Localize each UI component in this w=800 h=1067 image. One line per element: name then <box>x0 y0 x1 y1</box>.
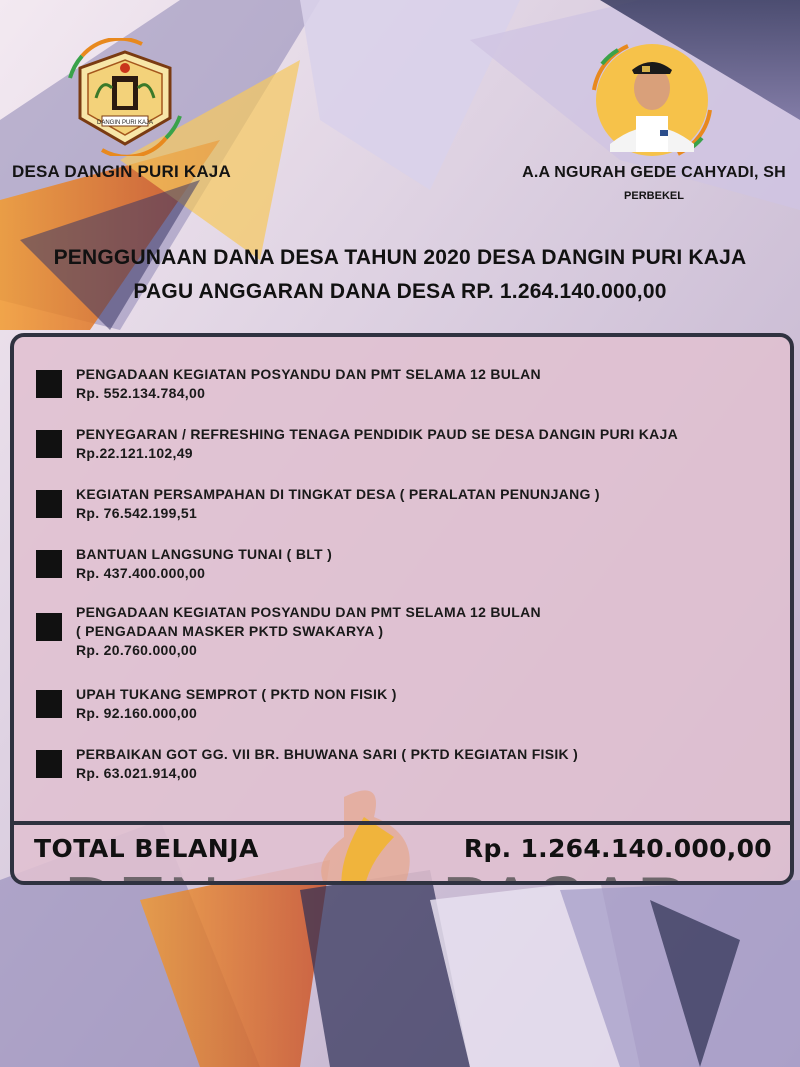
official-title: PERBEKEL <box>624 190 684 202</box>
watermark-word-right <box>442 863 691 885</box>
item-description: BANTUAN LANGSUNG TUNAI ( BLT ) <box>76 546 333 562</box>
item-description: PENGADAAN KEGIATAN POSYANDU DAN PMT SELAMA 12 BULAN <box>76 366 541 382</box>
watermark-crescent <box>341 817 394 885</box>
logo-inscription: DANGIN PURI KAJA <box>96 120 154 126</box>
square-bullet-icon <box>36 690 62 718</box>
square-bullet-icon <box>36 370 62 398</box>
item-description: PERBAIKAN GOT GG. VII BR. BHUWANA SARI ( PKTD KEGIATAN FISIK ) <box>76 746 579 762</box>
square-bullet-icon <box>36 750 62 778</box>
item-amount: Rp. 92.160.000,00 <box>76 705 198 721</box>
page-title: PENGGUNAAN DANA DESA TAHUN 2020 DESA DANGIN PURI KAJA <box>53 246 747 269</box>
item-amount: Rp. 76.542.199,51 <box>76 505 198 521</box>
item-subdescription: ( PENGADAAN MASKER PKTD SWAKARYA ) <box>76 623 384 639</box>
total-label: TOTAL BELANJA <box>34 834 259 863</box>
official-photo <box>588 40 716 160</box>
denpasar-watermark <box>44 777 784 885</box>
square-bullet-icon <box>36 613 62 641</box>
total-divider <box>14 821 790 825</box>
item-amount: Rp. 63.021.914,00 <box>76 765 198 781</box>
item-description: UPAH TUKANG SEMPROT ( PKTD NON FISIK ) <box>76 686 397 702</box>
budget-panel <box>10 333 794 885</box>
total-amount: Rp. 1.264.140.000,00 <box>463 834 772 863</box>
official-name: A.A NGURAH GEDE CAHYADI, SH <box>522 164 786 181</box>
square-bullet-icon <box>36 550 62 578</box>
square-bullet-icon <box>36 430 62 458</box>
watermark-word-left <box>64 863 222 885</box>
item-amount: Rp. 437.400.000,00 <box>76 565 206 581</box>
village-logo <box>62 38 188 156</box>
item-description: PENGADAAN KEGIATAN POSYANDU DAN PMT SELAMA 12 BULAN <box>76 604 541 620</box>
village-name: DESA DANGIN PURI KAJA <box>12 162 231 181</box>
item-amount: Rp. 20.760.000,00 <box>76 642 198 658</box>
item-description: KEGIATAN PERSAMPAHAN DI TINGKAT DESA ( PERALATAN PENUNJANG ) <box>76 486 600 502</box>
budget-ceiling: PAGU ANGGARAN DANA DESA RP. 1.264.140.000,00 <box>133 280 667 303</box>
item-amount: Rp.22.121.102,49 <box>76 445 193 461</box>
item-amount: Rp. 552.134.784,00 <box>76 385 206 401</box>
item-description: PENYEGARAN / REFRESHING TENAGA PENDIDIK PAUD SE DESA DANGIN PURI KAJA <box>76 426 679 442</box>
square-bullet-icon <box>36 490 62 518</box>
watermark-dancer-figure <box>284 790 427 885</box>
